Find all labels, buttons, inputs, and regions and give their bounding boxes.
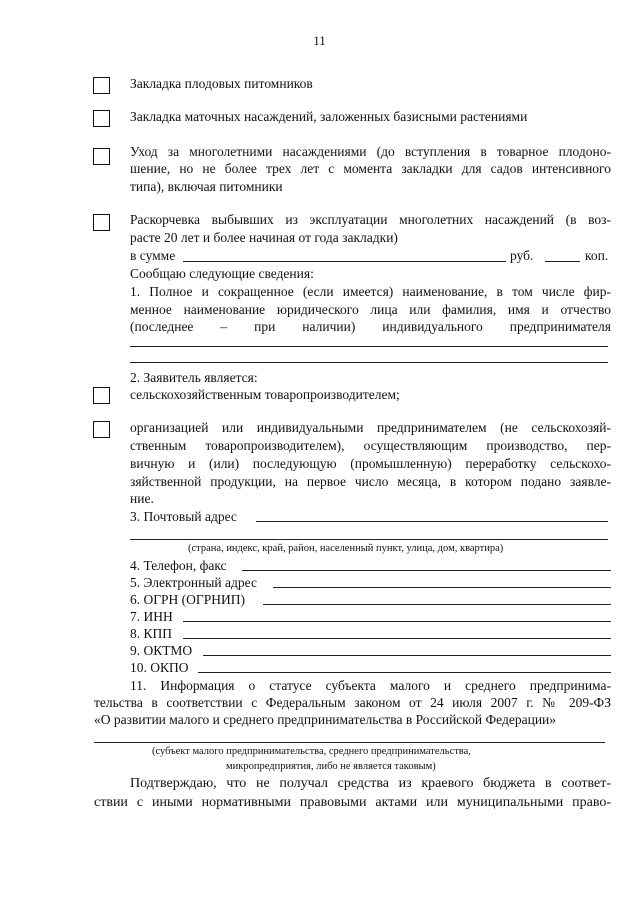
phone-label: 4. Телефон, факс — [130, 558, 227, 573]
ogrn-label: 6. ОГРН (ОГРНИП) — [130, 592, 245, 607]
processor-line1: организацией или индивидуальными предпринимателем (не сельскохозяй- — [130, 420, 611, 435]
item11-line3: «О развитии малого и среднего предпринимательства в Российской Федерации» — [94, 712, 557, 727]
item1-line1: 1. Полное и сокращенное (если имеется) наименование, в том числе фир- — [130, 284, 611, 299]
checkbox-processor[interactable] — [93, 421, 110, 438]
checkbox-fruit-nursery-label: Закладка плодовых питомников — [130, 76, 313, 91]
checkbox-perennial-care-line1: Уход за многолетними насаждениями (до вступления в товарное плодоно- — [130, 144, 611, 159]
info-intro: Сообщаю следующие сведения: — [130, 266, 314, 281]
item2-heading: 2. Заявитель является: — [130, 370, 258, 385]
phone-input-line[interactable] — [242, 570, 611, 571]
processor-line3: вичную и (или) последующую (промышленную) переработку сельскохо- — [130, 456, 611, 471]
item1-answer-line-1[interactable] — [130, 346, 608, 347]
item1-line2: менное наименование юридического лица или фамилия, имя и отчество — [130, 302, 611, 317]
okpo-input-line[interactable] — [198, 672, 611, 673]
sum-rub-label: руб. — [510, 248, 534, 263]
oktmo-input-line[interactable] — [203, 655, 611, 656]
item1-line3: (последнее – при наличии) индивидуального предпринимателя — [130, 319, 611, 334]
email-label: 5. Электронный адрес — [130, 575, 257, 590]
confirm-line2: ствии с иными нормативными правовыми актами или муниципальными право- — [94, 795, 611, 810]
email-input-line[interactable] — [273, 587, 611, 588]
checkbox-agri-producer[interactable] — [93, 387, 110, 404]
address-caption: (страна, индекс, край, район, населенный пункт, улица, дом, квартира) — [188, 543, 504, 554]
checkbox-perennial-care-line2: шение, но не более трех лет с момента закладки для садов интенсивного — [130, 161, 611, 176]
item11-answer-line[interactable] — [94, 742, 605, 743]
processor-line2: ственным товаропроизводителем), осуществляющим производство, пер- — [130, 438, 611, 453]
checkbox-mother-plantings-label: Закладка маточных насаждений, заложенных базисными растениями — [130, 109, 528, 124]
confirm-line1: Подтверждаю, что не получал средства из краевого бюджета в соответ- — [130, 776, 611, 791]
checkbox-perennial-care-line3: типа), включая питомники — [130, 179, 283, 194]
checkbox-mother-plantings[interactable] — [93, 110, 110, 127]
item1-answer-line-2[interactable] — [130, 362, 608, 363]
inn-label: 7. ИНН — [130, 609, 173, 624]
sum-kop-line[interactable] — [545, 261, 580, 262]
sum-label: в сумме — [130, 248, 176, 263]
item11-line2: тельства в соответствии с Федеральным законом от 24 июля 2007 г. № 209-ФЗ — [94, 695, 611, 710]
processor-line5: ние. — [130, 491, 154, 506]
checkbox-uprooting-line2: расте 20 лет и более начиная от года закладки) — [130, 230, 398, 245]
address-line-1[interactable] — [256, 521, 608, 522]
ogrn-input-line[interactable] — [263, 604, 611, 605]
checkbox-agri-producer-label: сельскохозяйственным товаропроизводителем; — [130, 387, 400, 402]
checkbox-perennial-care[interactable] — [93, 148, 110, 165]
checkbox-uprooting-line1: Раскорчевка выбывших из эксплуатации многолетних насаждений (в воз- — [130, 212, 611, 227]
item11-caption-line2: микропредприятия, либо не является таковым) — [226, 761, 436, 772]
sum-kop-label: коп. — [585, 248, 609, 263]
kpp-input-line[interactable] — [183, 638, 611, 639]
sum-rub-line[interactable] — [183, 261, 506, 262]
checkbox-uprooting[interactable] — [93, 214, 110, 231]
checkbox-fruit-nursery[interactable] — [93, 77, 110, 94]
page-number: 11 — [313, 33, 326, 48]
inn-input-line[interactable] — [183, 621, 611, 622]
address-line-2[interactable] — [130, 539, 608, 540]
okpo-label: 10. ОКПО — [130, 660, 189, 675]
item11-line1: 11. Информация о статусе субъекта малого и среднего предпринима- — [130, 678, 611, 693]
oktmo-label: 9. ОКТМО — [130, 643, 193, 658]
address-label: 3. Почтовый адрес — [130, 509, 237, 524]
processor-line4: зяйственной продукции, на первое число месяца, в котором подано заявле- — [130, 474, 611, 489]
item11-caption-line1: (субъект малого предпринимательства, среднего предпринимательства, — [152, 746, 471, 757]
kpp-label: 8. КПП — [130, 626, 173, 641]
